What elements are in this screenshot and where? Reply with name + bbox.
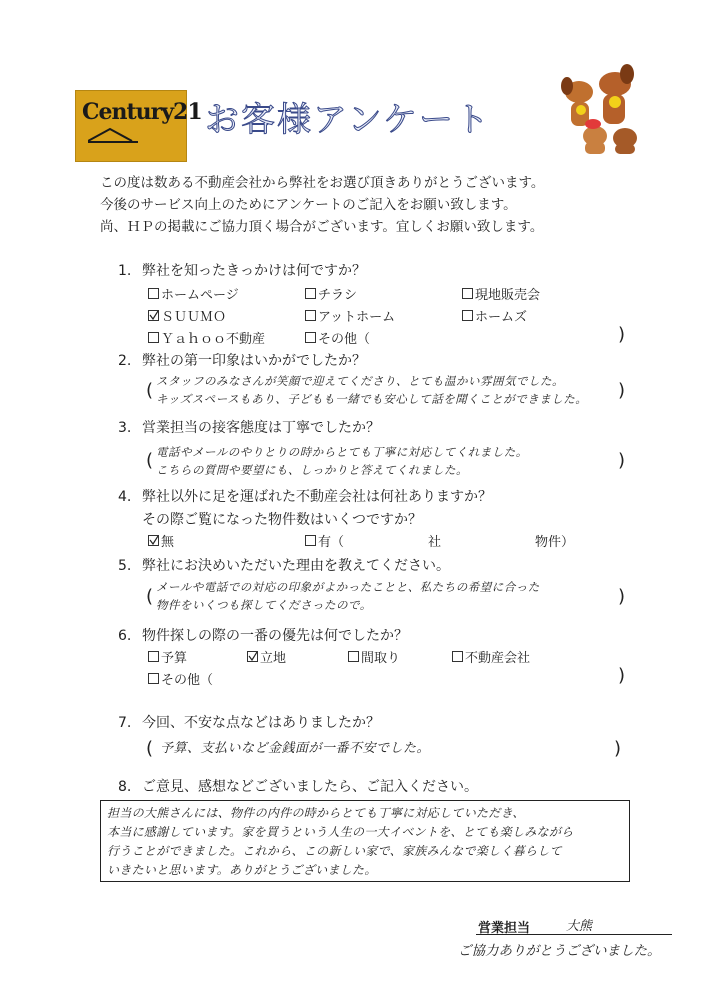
answer-line: スタッフのみなさんが笑顔で迎えてくださり、とても温かい雰囲気でした。	[156, 374, 564, 388]
page-title: お客様アンケート	[205, 100, 491, 140]
question-text: 物件探しの際の一番の優先は何でしたか？	[142, 628, 408, 644]
checkbox[interactable]	[148, 673, 159, 684]
question-number: 7.	[118, 715, 132, 731]
question-number: 3.	[118, 420, 132, 436]
comment-line: 行うことができました。これから、この新しい家で、家族みんなで楽しく暮らして	[107, 844, 562, 858]
staff-name: 大熊	[566, 919, 593, 934]
option-label: 現地販売会	[475, 288, 541, 303]
option-label: ＳＵＵＭＯ	[161, 310, 227, 325]
closing-paren: )	[618, 450, 626, 471]
answer-line: こちらの質問や要望にも、しっかりと答えてくれました。	[156, 463, 468, 477]
closing-paren: )	[618, 380, 626, 401]
q1-option-flyer[interactable]	[305, 284, 357, 303]
question-2	[118, 350, 366, 370]
comment-line: 担当の大熊さんには、物件の内件の時からとても丁寧に対応していただき、	[107, 806, 525, 820]
q4-option-none[interactable]	[148, 531, 174, 550]
question-text: 弊社にお決めいただいた理由を教えてください。	[142, 558, 450, 574]
option-label: チラシ	[318, 288, 358, 303]
opening-paren: (	[146, 450, 154, 471]
closing-paren: )	[618, 665, 626, 686]
question-4-sub	[142, 509, 422, 529]
checkbox[interactable]	[452, 651, 463, 662]
q1-option-other[interactable]	[305, 328, 370, 347]
q1-option-homes[interactable]	[462, 306, 527, 325]
q2-answer	[156, 372, 587, 408]
question-text: 弊社の第一印象はいかがでしたか？	[142, 353, 366, 369]
question-1	[118, 260, 366, 280]
intro-line: 尚、ＨＰの掲載にご協力頂く場合がございます。宜しくお願い致します。	[100, 219, 544, 235]
intro-text	[100, 172, 544, 238]
option-label: Ｙａｈｏｏ不動産	[161, 332, 266, 347]
option-label: 不動産会社	[465, 651, 531, 666]
option-label: 予算	[161, 651, 188, 666]
checkbox[interactable]	[148, 288, 159, 299]
checkbox-checked[interactable]	[148, 310, 159, 321]
checkbox[interactable]	[305, 332, 316, 343]
intro-line: この度は数ある不動産会社から弊社をお選び頂きありがとうございます。	[100, 175, 545, 191]
q7-answer	[160, 740, 430, 758]
q4-option-yes[interactable]	[305, 531, 344, 550]
intro-line: 今後のサービス向上のためにアンケートのご記入をお願い致します。	[100, 197, 517, 213]
answer-line: 電話やメールのやりとりの時からとても丁寧に対応してくれました。	[156, 445, 528, 459]
q6-option-company[interactable]	[452, 647, 530, 666]
q1-option-suumo[interactable]	[148, 306, 226, 325]
q6-option-budget[interactable]	[148, 647, 187, 666]
q3-answer	[156, 443, 528, 479]
option-label: ホームページ	[161, 288, 239, 303]
checkbox[interactable]	[305, 535, 316, 546]
answer-line: キッズスペースもあり、子どもも一緒でも安心して話を聞くことができました。	[156, 392, 588, 406]
question-number: 4.	[118, 489, 132, 505]
q5-answer	[156, 578, 540, 614]
question-3	[118, 417, 380, 437]
closing-paren: )	[618, 324, 626, 345]
checkbox[interactable]	[305, 310, 316, 321]
question-number: 5.	[118, 558, 132, 574]
opening-paren: (	[146, 586, 154, 607]
staff-label: 営業担当	[478, 921, 531, 936]
checkbox[interactable]	[148, 332, 159, 343]
question-number: 6.	[118, 628, 132, 644]
checkbox[interactable]	[348, 651, 359, 662]
comment-text	[107, 804, 623, 880]
option-label: 立地	[260, 651, 287, 666]
question-text: その際ご覧になった物件数はいくつですか？	[142, 512, 422, 528]
q1-option-athome[interactable]	[305, 306, 395, 325]
company-count-unit: 社	[428, 535, 442, 550]
question-8	[118, 776, 478, 796]
q6-option-other[interactable]	[148, 669, 213, 688]
closing-paren: )	[618, 586, 626, 607]
option-label: 有（	[318, 535, 345, 550]
closing-paren: )	[614, 738, 622, 759]
question-text: 今回、不安な点などはありましたか？	[142, 715, 380, 731]
option-label: その他（	[318, 332, 371, 347]
comment-box[interactable]	[100, 800, 630, 882]
century21-logo	[75, 90, 202, 162]
question-text: 弊社を知ったきっかけは何ですか？	[142, 263, 366, 279]
question-number: 1.	[118, 263, 132, 279]
checkbox[interactable]	[462, 288, 473, 299]
opening-paren: (	[146, 380, 154, 401]
question-4	[118, 486, 492, 506]
question-5	[118, 555, 450, 575]
checkbox[interactable]	[148, 651, 159, 662]
q6-option-location[interactable]	[247, 647, 286, 666]
q1-option-homepage[interactable]	[148, 284, 239, 303]
opening-paren: (	[146, 738, 154, 759]
question-text: ご意見、感想などございましたら、ご記入ください。	[142, 779, 478, 795]
question-6	[118, 625, 408, 645]
option-label: アットホーム	[318, 310, 396, 325]
comment-line: いきたいと思います。ありがとうございました。	[107, 863, 377, 877]
q1-option-yahoo[interactable]	[148, 328, 265, 347]
option-label: 無	[161, 535, 175, 550]
comment-line: 本当に感謝しています。家を買うという人生の一大イベントを、とても楽しみながら	[107, 825, 574, 839]
thanks-message: ご協力ありがとうございました。	[458, 943, 661, 959]
question-text: 営業担当の接客態度は丁寧でしたか？	[142, 420, 380, 436]
question-number: 8.	[118, 779, 132, 795]
logo-text: Century21	[82, 99, 202, 125]
q6-option-layout[interactable]	[348, 647, 400, 666]
checkbox-checked[interactable]	[247, 651, 258, 662]
property-count-unit: 物件）	[535, 535, 575, 550]
question-text: 弊社以外に足を運ばれた不動産会社は何社ありますか？	[142, 489, 492, 505]
answer-line: メールや電話での対応の印象がよかったことと、私たちの希望に合った	[156, 580, 540, 594]
signature-line	[476, 934, 672, 935]
question-number: 2.	[118, 353, 132, 369]
checkbox-checked[interactable]	[148, 535, 159, 546]
answer-line: 予算、支払いなど金銭面が一番不安でした。	[160, 741, 431, 756]
checkbox[interactable]	[305, 288, 316, 299]
dog-mascot-icon	[555, 62, 647, 157]
answer-line: 物件をいくつも探してくださったので。	[156, 598, 372, 612]
option-label: 間取り	[361, 651, 401, 666]
q1-option-open-house[interactable]	[462, 284, 540, 303]
house-roof-icon	[88, 127, 138, 143]
option-label: ホームズ	[475, 310, 528, 325]
question-7	[118, 712, 380, 732]
option-label: その他（	[161, 673, 214, 688]
checkbox[interactable]	[462, 310, 473, 321]
